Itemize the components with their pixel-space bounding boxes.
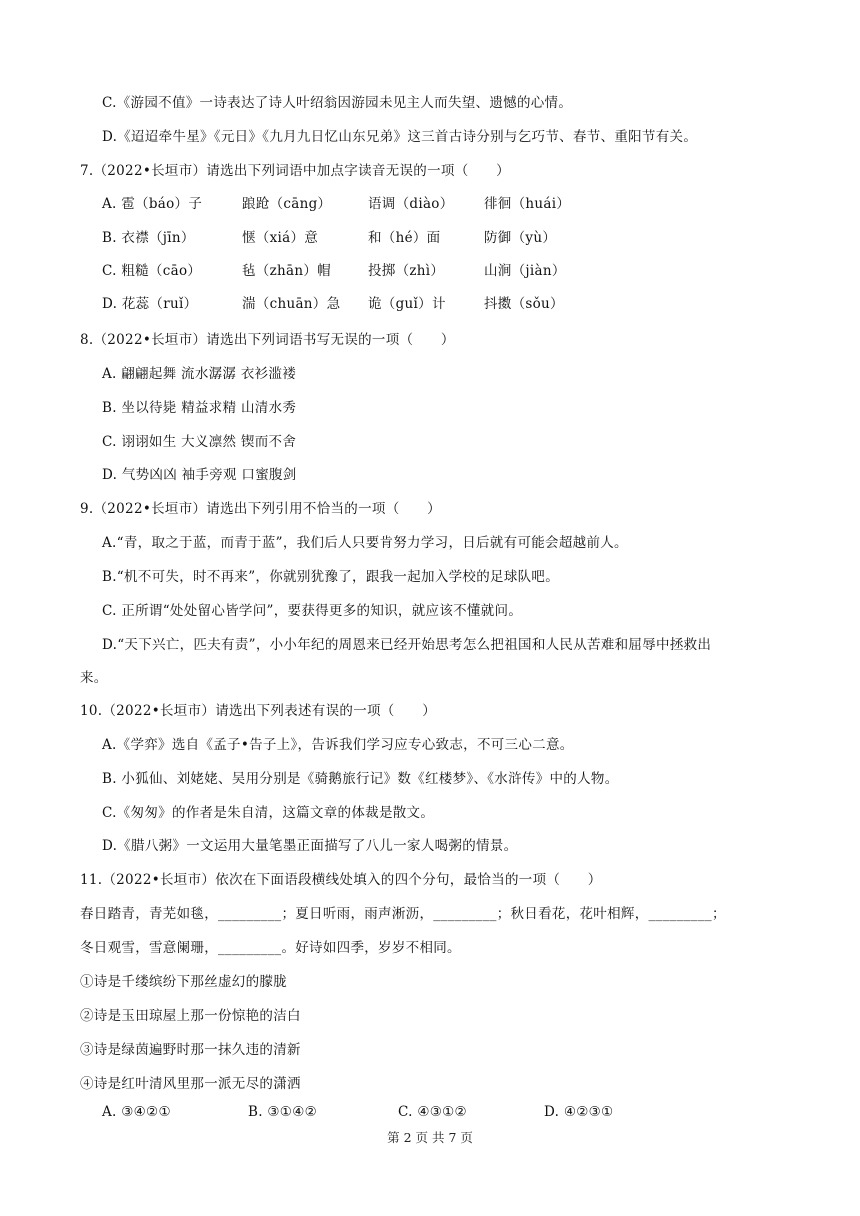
q11-option-d: D. ④②③① xyxy=(544,1104,614,1120)
q9-option-b: B.“机不可失，时不再来”，你就别犹豫了，跟我一起加入学校的足球队吧。 xyxy=(102,569,560,585)
q11-stem: 11.（2022•长垣市）依次在下面语段横线处填入的四个分句，最恰当的一项（ ） xyxy=(80,872,602,888)
q10-option-d: D.《腊八粥》一文运用大量笔墨正面描写了八儿一家人喝粥的情景。 xyxy=(102,838,518,854)
q8-stem: 8.（2022•长垣市）请选出下列词语书写无误的一项（ ） xyxy=(80,332,455,348)
q8-option-d: D. 气势凶凶 袖手旁观 口蜜腹剑 xyxy=(102,467,297,483)
q8-option-b: B. 坐以待毙 精益求精 山清水秀 xyxy=(102,400,297,416)
q11-options xyxy=(102,1104,613,1120)
q7-option-a: A. 雹（báo）子 踉跄（cāng） 语调（diào） 徘徊（huái） xyxy=(102,196,571,212)
q9-option-a: A.“青，取之于蓝，而青于蓝”，我们后人只要肯努力学习，日后就有可能会超越前人。 xyxy=(102,535,628,551)
q8-option-a: A. 翩翩起舞 流水潺潺 衣衫滥褛 xyxy=(102,366,297,382)
q6-option-c: C.《游园不值》一诗表达了诗人叶绍翁因游园未见主人而失望、遗憾的心情。 xyxy=(102,95,573,111)
q11-passage-line1: 春日踏青，青芜如毯，_________；夏日听雨，雨声淅沥，_________；秋日看花，花叶相辉，_________； xyxy=(80,906,726,922)
q7-stem: 7.（2022•长垣市）请选出下列词语中加点字读音无误的一项（ ） xyxy=(80,163,510,179)
q11-option-c: C. ④③①② xyxy=(398,1104,467,1120)
q9-option-d-line2: 来。 xyxy=(80,670,108,686)
q9-option-c: C. 正所谓“处处留心皆学问”，要获得更多的知识，就应该不懂就问。 xyxy=(102,603,523,619)
q11-passage-line2: 冬日观雪，雪意阑珊，_________。好诗如四季，岁岁不相同。 xyxy=(80,940,461,956)
q7-option-d: D. 花蕊（ruǐ） 湍（chuān）急 诡（guǐ）计 抖擞（sǒu） xyxy=(102,296,564,312)
q10-option-b: B. 小狐仙、刘姥姥、吴用分别是《骑鹅旅行记》数《红楼梦》、《水浒传》中的人物。 xyxy=(102,771,619,787)
q7-option-b: B. 衣襟（jīn） 惬（xiá）意 和（hé）面 防御（yù） xyxy=(102,230,557,246)
q11-clause-4: ④诗是红叶清风里那一派无尽的潇洒 xyxy=(80,1076,301,1092)
q10-option-c: C.《匆匆》的作者是朱自清，这篇文章的体裁是散文。 xyxy=(102,805,435,821)
q11-clause-2: ②诗是玉田琼屋上那一份惊艳的洁白 xyxy=(80,1008,301,1024)
q11-option-b: B. ③①④② xyxy=(248,1104,318,1120)
q11-option-a: A. ③④②① xyxy=(102,1104,171,1120)
q11-clause-3: ③诗是绿茵遍野时那一抹久违的清新 xyxy=(80,1042,301,1058)
q9-stem: 9.（2022•长垣市）请选出下列引用不恰当的一项（ ） xyxy=(80,501,441,517)
q11-clause-1: ①诗是千缕缤纷下那丝虚幻的朦胧 xyxy=(80,974,287,990)
page-footer: 第 2 页 共 7 页 xyxy=(387,1130,473,1145)
q6-option-d: D.《迢迢牵牛星》《元日》《九月九日忆山东兄弟》这三首古诗分别与乞巧节、春节、重阳节有关。 xyxy=(102,129,698,145)
q7-option-c: C. 粗糙（cāo） 毡（zhān）帽 投掷（zhì） 山涧（jiàn） xyxy=(102,263,566,279)
q8-option-c: C. 诩诩如生 大义凛然 锲而不舍 xyxy=(102,434,297,450)
q9-option-d-line1: D.“天下兴亡，匹夫有责”，小小年纪的周恩来已经开始思考怎么把祖国和人民从苦难和屈辱中拯救出 xyxy=(102,637,712,653)
q10-stem: 10.（2022•长垣市）请选出下列表述有误的一项（ ） xyxy=(80,703,436,719)
q10-option-a: A.《学弈》选自《孟子•告子上》，告诉我们学习应专心致志，不可三心二意。 xyxy=(102,737,574,753)
